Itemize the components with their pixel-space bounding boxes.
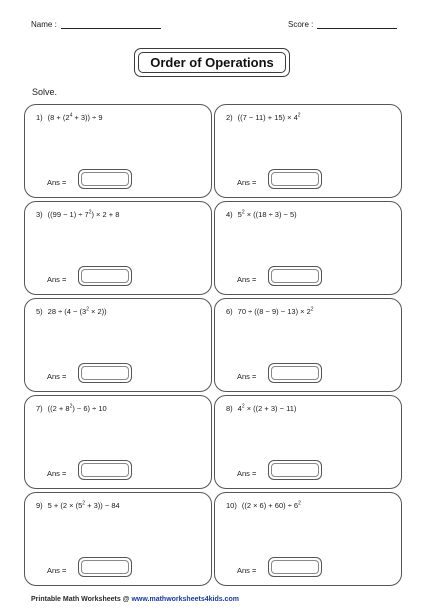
answer-box[interactable] xyxy=(78,460,132,480)
score-field xyxy=(288,19,397,29)
answer-label: Ans = xyxy=(237,469,257,478)
problem-expression: $((7 - 11) + 15) \times 4^2$ xyxy=(237,112,301,122)
problem-text xyxy=(226,307,314,316)
page-title: Order of Operations xyxy=(138,52,286,73)
problem-expression: $5^2 \times ((18 \div 3) - 5)$ xyxy=(237,209,297,219)
problem-text xyxy=(226,404,296,413)
problem-card xyxy=(214,201,402,295)
problem-card xyxy=(24,104,212,198)
name-field xyxy=(31,19,161,29)
problem-number: 2) xyxy=(226,113,233,122)
answer-label: Ans = xyxy=(237,178,257,187)
problem-expression: $5 + (2 \times (5^2 + 3)) - 84$ xyxy=(47,500,120,510)
problem-number: 4) xyxy=(226,210,233,219)
answer-label: Ans = xyxy=(47,566,67,575)
problem-number: 9) xyxy=(36,501,43,510)
answer-box[interactable] xyxy=(268,169,322,189)
answer-label: Ans = xyxy=(47,275,67,284)
problem-expression: $((2 \times 6) + 60) \div 6^2$ xyxy=(241,500,301,510)
problem-text xyxy=(36,307,107,316)
name-label: Name : xyxy=(31,20,57,29)
answer-box[interactable] xyxy=(268,557,322,577)
problem-card xyxy=(214,104,402,198)
problem-text xyxy=(36,210,119,219)
score-label: Score : xyxy=(288,20,314,29)
answer-box[interactable] xyxy=(268,266,322,286)
problem-card xyxy=(24,492,212,586)
problem-number: 5) xyxy=(36,307,43,316)
answer-box[interactable] xyxy=(78,169,132,189)
name-line xyxy=(61,19,161,29)
answer-box[interactable] xyxy=(268,363,322,383)
problem-number: 10) xyxy=(226,501,237,510)
answer-box[interactable] xyxy=(78,266,132,286)
problem-grid xyxy=(24,104,402,586)
answer-box[interactable] xyxy=(78,557,132,577)
title-frame xyxy=(134,48,290,77)
problem-expression: $4^2 \times ((2 + 3) - 11)$ xyxy=(237,403,297,413)
problem-text xyxy=(36,113,103,122)
problem-card xyxy=(214,492,402,586)
problem-number: 1) xyxy=(36,113,43,122)
problem-text xyxy=(36,404,107,413)
answer-label: Ans = xyxy=(237,566,257,575)
problem-card xyxy=(214,395,402,489)
footer-label: Printable Math Worksheets @ xyxy=(31,596,130,603)
answer-label: Ans = xyxy=(47,372,67,381)
problem-text xyxy=(36,501,120,510)
instruction-text: Solve. xyxy=(32,87,58,97)
problem-card xyxy=(214,298,402,392)
problem-expression: $28 \div (4 - (3^2 \times 2))$ xyxy=(47,306,107,316)
problem-number: 3) xyxy=(36,210,43,219)
problem-card xyxy=(24,201,212,295)
answer-box[interactable] xyxy=(268,460,322,480)
answer-label: Ans = xyxy=(47,178,67,187)
footer xyxy=(31,596,239,603)
score-line xyxy=(317,19,397,29)
problem-card xyxy=(24,298,212,392)
problem-expression: $(8 + (2^4 + 3)) \div 9$ xyxy=(47,112,103,122)
problem-number: 6) xyxy=(226,307,233,316)
footer-url: www.mathworksheets4kids.com xyxy=(131,596,239,603)
answer-label: Ans = xyxy=(237,275,257,284)
problem-text xyxy=(226,210,297,219)
problem-text xyxy=(226,113,301,122)
problem-card xyxy=(24,395,212,489)
answer-label: Ans = xyxy=(237,372,257,381)
problem-expression: $((2 + 8^2) - 6) \div 10$ xyxy=(47,403,107,413)
problem-number: 7) xyxy=(36,404,43,413)
answer-box[interactable] xyxy=(78,363,132,383)
problem-text xyxy=(226,501,301,510)
answer-label: Ans = xyxy=(47,469,67,478)
problem-expression: $70 \div ((8 - 9) - 13) \times 2^2$ xyxy=(237,306,314,316)
problem-expression: $((99 - 1) \div 7^2) \times 2 + 8$ xyxy=(47,209,120,219)
problem-number: 8) xyxy=(226,404,233,413)
